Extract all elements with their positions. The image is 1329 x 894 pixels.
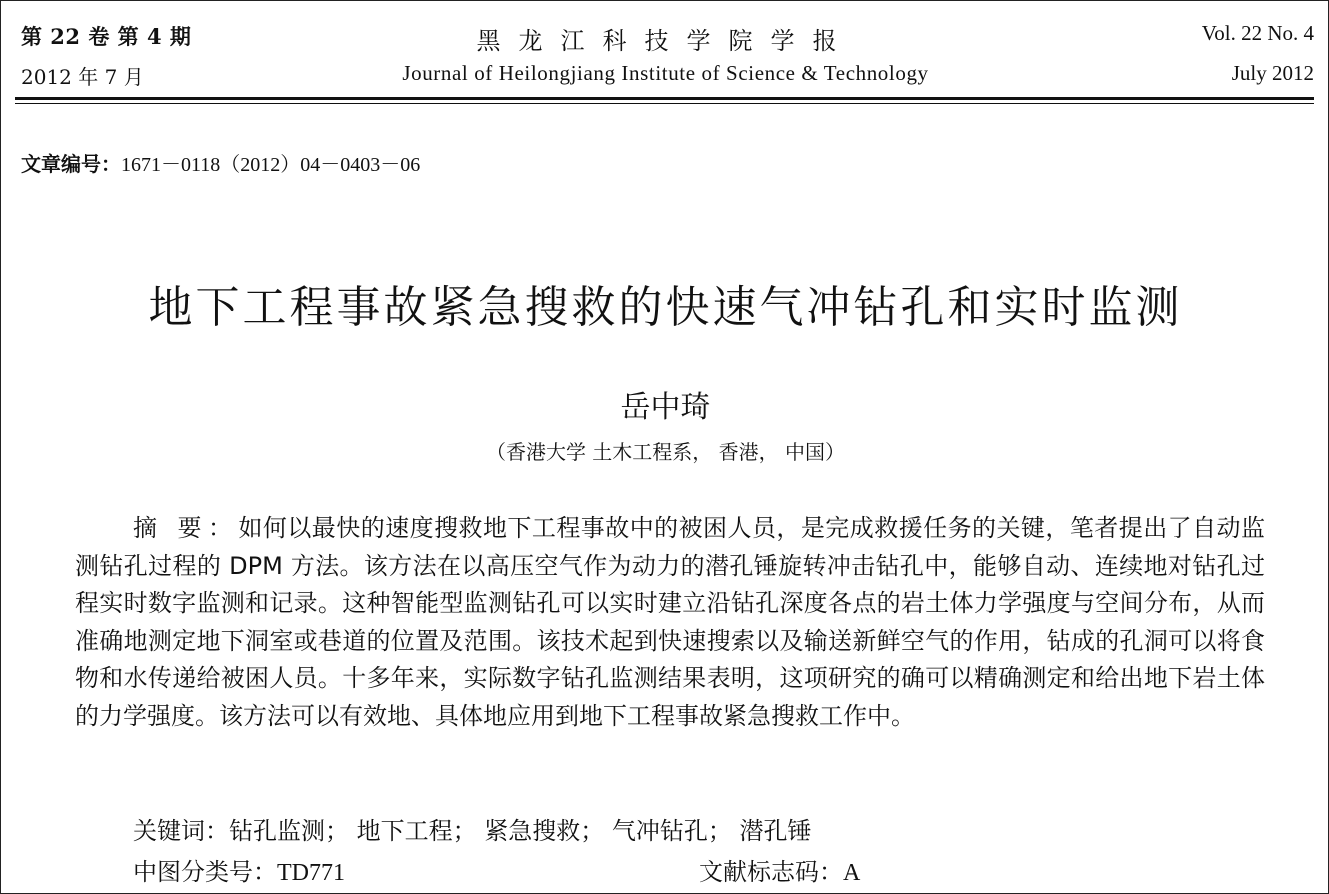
classification-label: 中图分类号： [133, 858, 277, 886]
abstract-label: 摘 要： [133, 514, 239, 542]
article-number [21, 148, 420, 177]
keywords-value: 钻孔监测； 地下工程； 紧急搜救； 气冲钻孔； 潜孔锤 [229, 817, 812, 845]
author-name: 岳中琦 [620, 390, 711, 425]
journal-name-en: Journal of Heilongjiang Institute of Science & Technology [402, 61, 929, 85]
classification-number [133, 852, 345, 887]
publication-date-cn: 2012 年 7 月 [21, 65, 144, 89]
author-affiliation: （香港大学 土木工程系， 香港， 中国） [485, 440, 846, 464]
classification-value: TD771 [277, 860, 345, 886]
publication-date-en: July 2012 [1231, 61, 1314, 85]
journal-name-cn: 黑龙江科技学院学报 [476, 27, 855, 55]
volume-number-en: Vol. 22 No. 4 [1201, 21, 1314, 45]
paper-title: 地下工程事故紧急搜救的快速气冲钻孔和实时监测 [148, 282, 1183, 333]
keywords-label: 关键词： [133, 817, 229, 845]
document-code [699, 852, 860, 887]
header-rule-thin [15, 103, 1314, 104]
document-code-label: 文献标志码： [699, 858, 843, 886]
abstract-text: 如何以最快的速度搜救地下工程事故中的被困人员，是完成救援任务的关键，笔者提出了自动监测钻孔过程的 DPM 方法。该方法在以高压空气作为动力的潜孔锤旋转冲击钻孔中，能够自动、连续地对钻孔过程实时数字监测和记录。这种智能型监测钻孔可以实时建立沿钻孔深度各点的岩土体力学强度与空间分布，从而准确地测定地下洞室或巷道的位置及范围。该技术起到快速搜索以及输送新鲜空气的作用，钻成的孔洞可以将食物和水传递给被困人员。十多年来，实际数字钻孔监测结果表明，这项研究的确可以精确测定和给出地下岩土体的力学强度。该方法可以有效地、具体地应用到地下工程事故紧急搜救工作中。 [75, 514, 1265, 730]
header-rule-thick [15, 97, 1314, 100]
article-number-value: 1671－0118（2012）04－0403－06 [121, 154, 421, 176]
article-number-label: 文章编号： [21, 152, 121, 176]
abstract [75, 510, 1265, 735]
keywords [133, 811, 812, 846]
volume-issue: 第 22 卷 第 4 期 [21, 24, 192, 49]
document-code-value: A [843, 860, 861, 886]
